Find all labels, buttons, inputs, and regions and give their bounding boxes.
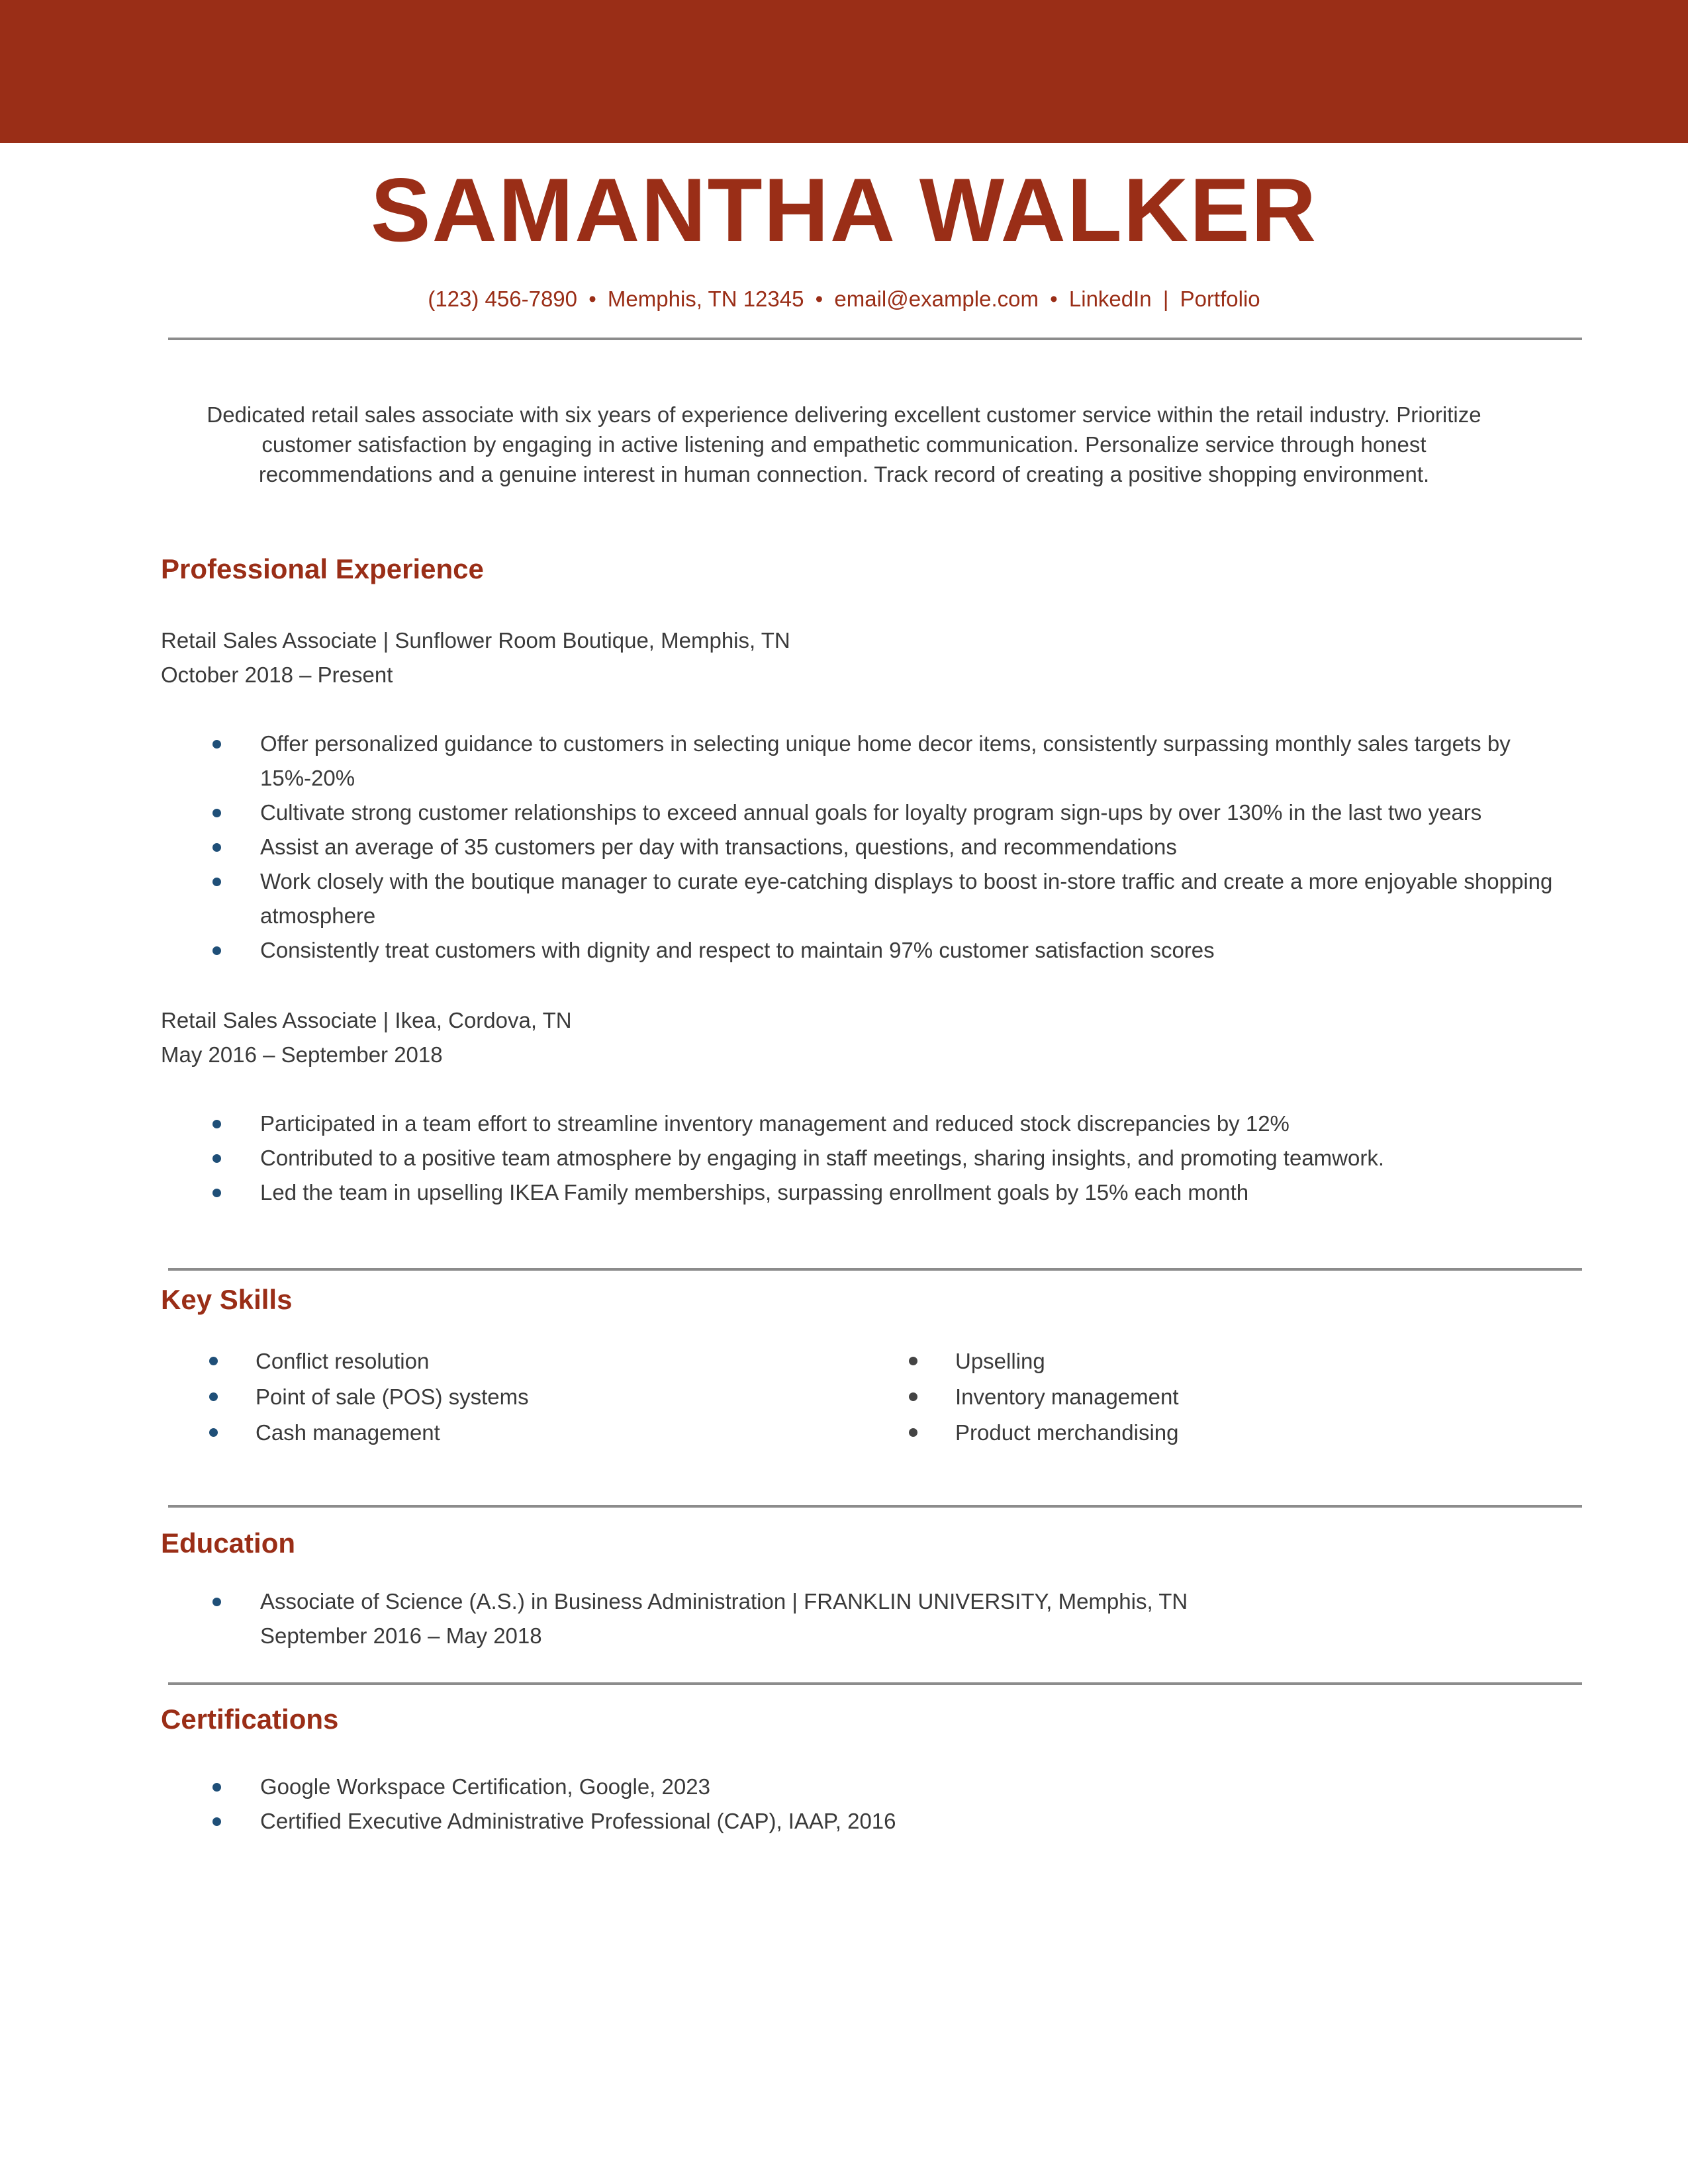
list-item: Upselling — [955, 1343, 1551, 1379]
education-list — [260, 1584, 1597, 1653]
bullet-icon — [212, 1189, 221, 1197]
certifications-list — [260, 1770, 1597, 1839]
divider — [168, 1682, 1582, 1685]
separator-dot: • — [1050, 287, 1058, 311]
certifications-heading: Certifications — [161, 1704, 339, 1735]
list-item: Assist an average of 35 customers per day with transactions, questions, and recommendations — [260, 830, 1597, 864]
list-item: Participated in a team effort to streamline inventory management and reduced stock discrepancies by 12% — [260, 1107, 1597, 1141]
bullet-icon — [212, 946, 221, 955]
skills-list-right — [955, 1343, 1551, 1451]
education-dates: September 2016 – May 2018 — [260, 1623, 542, 1648]
list-item: Product merchandising — [955, 1415, 1551, 1451]
bullet-icon — [209, 1357, 218, 1365]
list-item: Work closely with the boutique manager to curate eye-catching displays to boost in-store traffic and create a more enjoyable shopping atmosphere — [260, 864, 1597, 933]
linkedin-link[interactable]: LinkedIn — [1068, 287, 1152, 311]
job-bullets — [260, 1107, 1597, 1210]
bullet-icon — [212, 809, 221, 817]
divider — [168, 338, 1582, 340]
list-item: Led the team in upselling IKEA Family memberships, surpassing enrollment goals by 15% each month — [260, 1175, 1597, 1210]
job-dates: May 2016 – September 2018 — [161, 1042, 443, 1067]
bullet-icon — [212, 1817, 221, 1826]
bullet-icon — [909, 1392, 917, 1401]
bullet-icon — [909, 1357, 917, 1365]
job-role-line: Retail Sales Associate | Sunflower Room Boutique, Memphis, TN — [161, 628, 790, 653]
job-dates: October 2018 – Present — [161, 662, 393, 687]
education-heading: Education — [161, 1527, 296, 1559]
list-item: Inventory management — [955, 1379, 1551, 1415]
bullet-icon — [212, 843, 221, 852]
portfolio-link[interactable]: Portfolio — [1180, 287, 1260, 311]
list-item: Associate of Science (A.S.) in Business Administration | FRANKLIN UNIVERSITY, Memphis, TN September 2016 – May 2018 — [260, 1584, 1597, 1653]
list-item: Consistently treat customers with dignity and respect to maintain 97% customer satisfaction scores — [260, 933, 1597, 968]
job-role-line: Retail Sales Associate | Ikea, Cordova, TN — [161, 1008, 572, 1032]
list-item: Cash management — [256, 1415, 851, 1451]
list-item: Point of sale (POS) systems — [256, 1379, 851, 1415]
separator-dot: • — [588, 287, 596, 311]
list-item: Cultivate strong customer relationships to exceed annual goals for loyalty program sign-ups by over 130% in the last two years — [260, 796, 1597, 830]
candidate-name: SAMANTHA WALKER — [370, 159, 1318, 260]
summary: Dedicated retail sales associate with six years of experience delivering excellent customer service within the retail industry. Prioritize customer satisfaction by engaging in active listening and empathetic communication. Personalize service through honest recommendations and a genuine interest in human connection. Track record of creating a positive shopping environment. — [207, 402, 1481, 486]
bullet-icon — [209, 1392, 218, 1401]
list-item: Offer personalized guidance to customers in selecting unique home decor items, consistently surpassing monthly sales targets by 15%-20% — [260, 727, 1597, 796]
skills-heading: Key Skills — [161, 1284, 293, 1315]
job-bullets — [260, 727, 1597, 968]
bullet-icon — [212, 1120, 221, 1128]
phone: (123) 456-7890 — [428, 287, 578, 311]
separator-pipe: | — [1162, 287, 1169, 311]
list-item: Contributed to a positive team atmosphere by engaging in staff meetings, sharing insights, and promoting teamwork. — [260, 1141, 1597, 1175]
divider — [168, 1505, 1582, 1508]
header-band — [0, 0, 1688, 143]
experience-heading: Professional Experience — [161, 553, 484, 584]
list-item: Google Workspace Certification, Google, 2023 — [260, 1770, 1597, 1804]
list-item: Conflict resolution — [256, 1343, 851, 1379]
skills-list-left — [256, 1343, 851, 1451]
bullet-icon — [212, 740, 221, 749]
bullet-icon — [212, 1154, 221, 1163]
email-link[interactable]: email@example.com — [834, 287, 1039, 311]
list-item: Certified Executive Administrative Professional (CAP), IAAP, 2016 — [260, 1804, 1597, 1839]
bullet-icon — [209, 1428, 218, 1437]
divider — [168, 1268, 1582, 1271]
location: Memphis, TN 12345 — [607, 287, 804, 311]
bullet-icon — [212, 1783, 221, 1792]
bullet-icon — [212, 878, 221, 886]
contact-line — [0, 283, 1688, 315]
bullet-icon — [909, 1428, 917, 1437]
separator-dot: • — [815, 287, 823, 311]
bullet-icon — [212, 1598, 221, 1606]
